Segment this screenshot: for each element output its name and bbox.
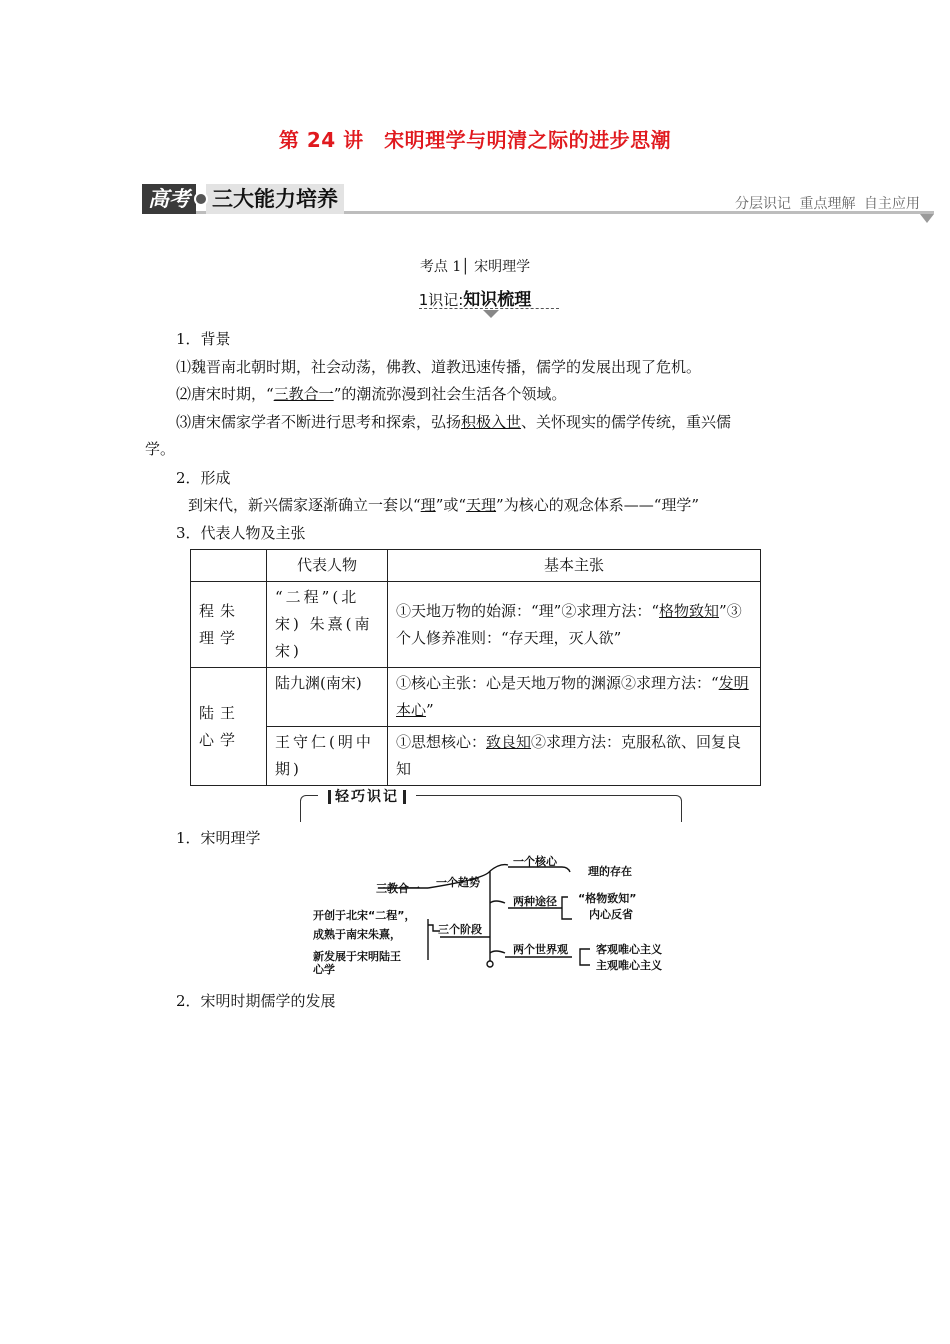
table-header-claim: 基本主张 [388, 550, 761, 582]
label-chengshu: 成熟于南宋朱熹， [313, 928, 401, 941]
claim-cell [388, 582, 761, 668]
keyword-tianli: 天理 [466, 496, 497, 514]
banner-label-gaokao: 高考 [142, 184, 196, 214]
text: ”的潮流弥漫到社会生活各个领域。 [333, 385, 567, 403]
claim-cell [388, 727, 761, 786]
background-item-2 [176, 381, 566, 407]
label-liangzhong: 两种途径 [513, 895, 557, 908]
knowledge-number: 1识记: [418, 291, 464, 309]
keyword-faming: 发明本心 [396, 674, 749, 719]
claim-cell [388, 668, 761, 727]
table-header-empty [191, 550, 267, 582]
label-xinfazhan: 新发展于宋明陆王 [313, 950, 401, 963]
bar-icon [403, 790, 406, 804]
keyword-gewu: 格物致知 [659, 601, 720, 620]
label-sanjiao: 三教合一 [376, 882, 420, 895]
label-xinxue: 心学 [313, 963, 335, 976]
knowledge-title: 知识梳理 [463, 290, 532, 310]
text: ”③个人修养准则：“存天理，灭人欲” [396, 601, 742, 647]
background-item-3 [176, 409, 731, 435]
connector [490, 951, 505, 953]
school-cell: 程朱理学 [191, 582, 267, 668]
table-row [191, 727, 761, 786]
background-item-1: ⑴魏晋南北朝时期，社会动荡，佛教、道教迅速传播，儒学的发展出现了危机。 [176, 358, 702, 376]
text: ①天地万物的始源：“理”②求理方法：“ [396, 601, 660, 620]
banner-tagline: 分层识记 重点理解 自主应用 [735, 196, 920, 212]
label-gewu: “格物致知” [578, 892, 637, 905]
text: ⑵唐宋时期，“ [176, 385, 274, 403]
banner-dot [194, 192, 208, 206]
label-liangge: 两个世界观 [513, 943, 568, 956]
heading-arrow [483, 310, 499, 318]
keyword-sanjiao: 三教合一 [273, 385, 334, 403]
section-banner [142, 184, 344, 214]
text: ①思想核心： [396, 733, 487, 751]
text: ”或“ [435, 496, 467, 514]
bracket [562, 897, 572, 919]
label-yiqushi: 一个趋势 [436, 876, 480, 889]
table-row [191, 668, 761, 727]
formation-heading: 2．形成 [176, 469, 231, 487]
label-lidecunzai: 理的存在 [588, 865, 632, 878]
neo-confucianism-diagram [300, 845, 690, 980]
label-kaichuang: 开创于北宋“二程”， [313, 909, 416, 922]
text: 、关怀现实的儒学传统，重兴儒 [521, 413, 732, 431]
text: ①核心主张：心是天地万物的渊源②求理方法：“ [396, 674, 719, 692]
label-neixin: 内心反省 [589, 908, 633, 921]
text: 到宋代，新兴儒家逐渐确立一套以“ [188, 496, 421, 514]
representatives-heading: 3．代表人物及主张 [176, 524, 306, 542]
tips-label [318, 786, 416, 806]
school-cell: 陆王心学 [191, 668, 267, 786]
text: ” [426, 701, 434, 719]
banner-arrow [920, 214, 934, 223]
keyword-li: 理 [420, 496, 436, 514]
knowledge-heading [0, 285, 950, 310]
person-cell: “二程”(北宋) 朱熹(南宋) [267, 582, 388, 668]
table-header-row [191, 550, 761, 582]
table-row [191, 582, 761, 668]
tips-item-2: 2．宋明时期儒学的发展 [176, 992, 336, 1010]
page-title: 第 24 讲 宋明理学与明清之际的进步思潮 [278, 128, 672, 152]
label-keguan: 客观唯心主义 [596, 943, 662, 956]
text: ”为核心的观念体系——“理学” [496, 496, 700, 514]
label-zhuguan: 主观唯心主义 [596, 959, 662, 972]
keyword-jiji: 积极入世 [461, 413, 522, 431]
connector [490, 865, 508, 871]
banner-label-ability: 三大能力培养 [206, 184, 344, 214]
label-yigehexin: 一个核心 [513, 855, 557, 868]
person-cell: 陆九渊(南宋) [267, 668, 388, 727]
connector [490, 901, 505, 903]
table-header-person: 代表人物 [267, 550, 388, 582]
label-sange: 三个阶段 [438, 923, 482, 936]
tips-item-1: 1．宋明理学 [176, 829, 261, 847]
bracket [580, 949, 590, 965]
node [487, 961, 493, 967]
tips-label-text: 轻巧识记 [335, 789, 399, 805]
person-cell: 王守仁(明中期) [267, 727, 388, 786]
formation-text [188, 492, 699, 518]
background-item-3-tail: 学。 [145, 440, 176, 458]
keyword-zhiliangzhi: 致良知 [486, 733, 532, 751]
connector [562, 867, 570, 872]
kaodian-heading: 考点 1│ 宋明理学 [419, 259, 531, 275]
bar-icon [328, 790, 331, 804]
text: ⑶唐宋儒家学者不断进行思考和探索，弘扬 [176, 413, 462, 431]
representatives-table [190, 549, 761, 786]
background-heading: 1．背景 [176, 330, 231, 348]
heading-underline [419, 308, 559, 309]
text: ②求理方法：克服私欲、回复良知 [396, 733, 742, 778]
